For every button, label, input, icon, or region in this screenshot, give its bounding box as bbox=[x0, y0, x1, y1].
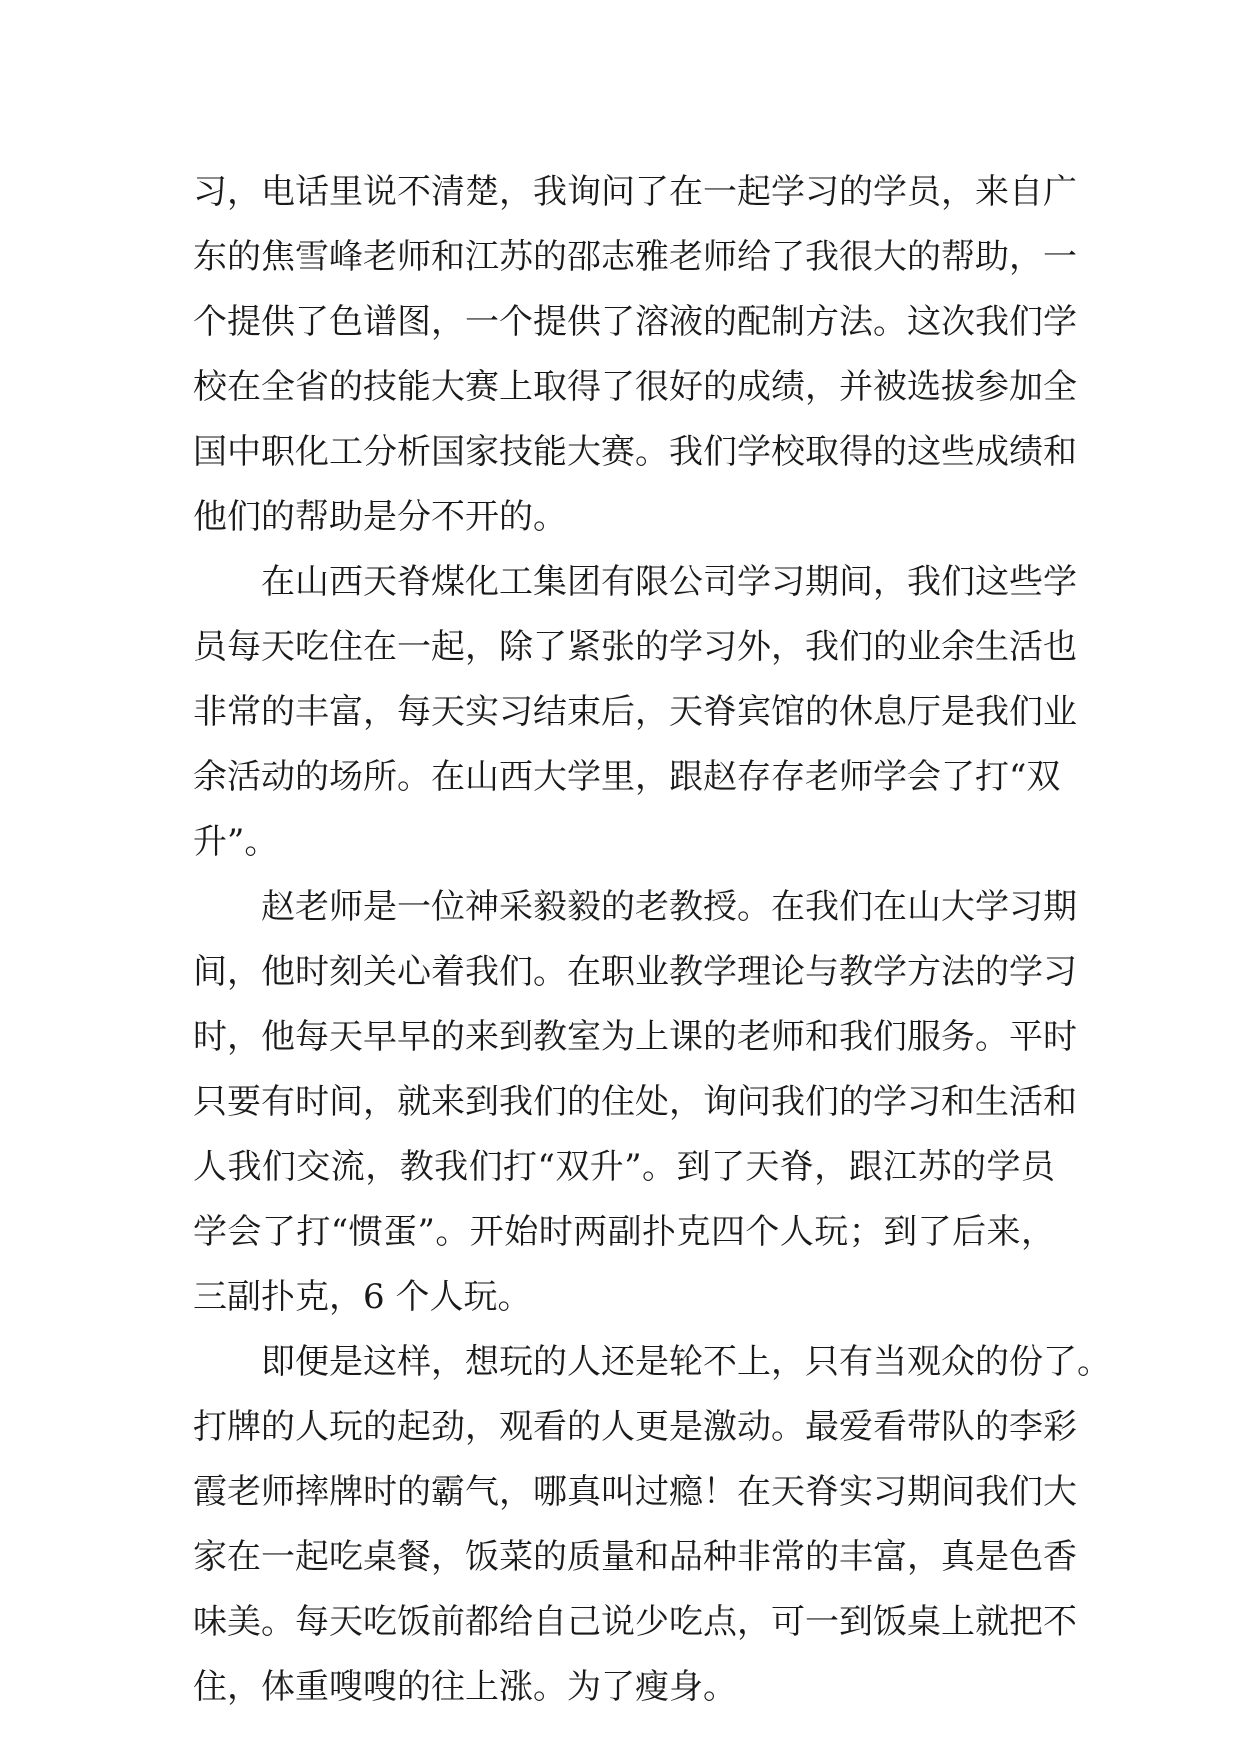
text-line: 打牌的人玩的起劲，观看的人更是激动。最爱看带队的李彩 bbox=[193, 1407, 1077, 1447]
text-line: 时，他每天早早的来到教室为上课的老师和我们服务。平时 bbox=[193, 1017, 1077, 1057]
text-line: 间，他时刻关心着我们。在职业教学理论与教学方法的学习 bbox=[193, 952, 1077, 992]
text-line: 校在全省的技能大赛上取得了很好的成绩，并被选拔参加全 bbox=[193, 367, 1077, 407]
text-line: 学会了打“惯蛋”。开始时两副扑克四个人玩；到了后来， bbox=[193, 1212, 1055, 1252]
text-line: 升”。 bbox=[193, 822, 279, 862]
paragraph bbox=[193, 550, 1077, 875]
text-line: 赵老师是一位神采毅毅的老教授。在我们在山大学习期 bbox=[261, 887, 1077, 927]
text-line: 在山西天脊煤化工集团有限公司学习期间，我们这些学 bbox=[261, 562, 1077, 602]
text-line: 习，电话里说不清楚，我询问了在一起学习的学员，来自广 bbox=[193, 172, 1077, 212]
paragraph bbox=[193, 1330, 1111, 1720]
text-line: 东的焦雪峰老师和江苏的邵志雅老师给了我很大的帮助，一 bbox=[193, 237, 1077, 277]
text-line: 非常的丰富，每天实习结束后，天脊宾馆的休息厅是我们业 bbox=[193, 692, 1077, 732]
text-line: 住，体重嗖嗖的往上涨。为了瘦身。 bbox=[193, 1667, 737, 1707]
text-line: 霞老师摔牌时的霸气，哪真叫过瘾！在天脊实习期间我们大 bbox=[193, 1472, 1077, 1512]
text-line: 人我们交流，教我们打“双升”。到了天脊，跟江苏的学员 bbox=[193, 1147, 1055, 1187]
text-line: 味美。每天吃饭前都给自己说少吃点，可一到饭桌上就把不 bbox=[193, 1602, 1077, 1642]
text-line: 员每天吃住在一起，除了紧张的学习外，我们的业余生活也 bbox=[193, 627, 1077, 667]
paragraph bbox=[193, 160, 1077, 550]
text-line: 三副扑克，6 个人玩。 bbox=[193, 1277, 532, 1317]
text-line: 个提供了色谱图，一个提供了溶液的配制方法。这次我们学 bbox=[193, 302, 1077, 342]
text-line: 他们的帮助是分不开的。 bbox=[193, 497, 567, 537]
text-line: 国中职化工分析国家技能大赛。我们学校取得的这些成绩和 bbox=[193, 432, 1077, 472]
text-line: 家在一起吃桌餐，饭菜的质量和品种非常的丰富，真是色香 bbox=[193, 1537, 1077, 1577]
text-line: 即便是这样，想玩的人还是轮不上，只有当观众的份了。 bbox=[261, 1342, 1111, 1382]
text-line: 余活动的场所。在山西大学里，跟赵存存老师学会了打“双 bbox=[193, 757, 1061, 797]
document-body bbox=[193, 160, 1111, 1720]
text-line: 只要有时间，就来到我们的住处，询问我们的学习和生活和 bbox=[193, 1082, 1077, 1122]
paragraph bbox=[193, 875, 1077, 1330]
